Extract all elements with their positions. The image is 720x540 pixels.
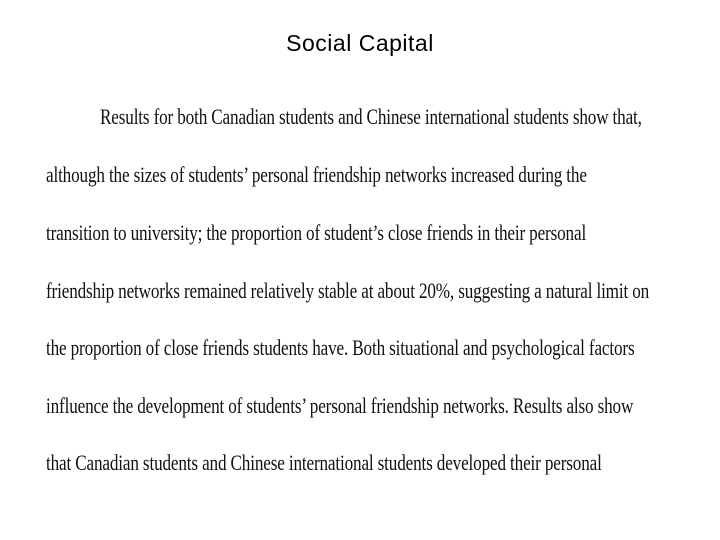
text-line: influence the development of students’ personal friendship networks. Results also show: [46, 393, 634, 418]
text-line: transition to university; the proportion of student’s close friends in their personal: [46, 220, 587, 245]
text-line: Results for both Canadian students and Chinese international students show that,: [100, 104, 642, 129]
text-line: although the sizes of students’ personal friendship networks increased during the: [46, 162, 587, 187]
text-line: that Canadian students and Chinese international students developed their personal: [46, 450, 602, 475]
text-line: friendship networks remained relatively stable at about 20%, suggesting a natural limit on: [46, 278, 650, 303]
slide-title: Social Capital: [286, 30, 434, 56]
text-line: the proportion of close friends students have. Both situational and psychological factors: [46, 335, 635, 360]
scanned-paragraph: [40, 88, 690, 488]
